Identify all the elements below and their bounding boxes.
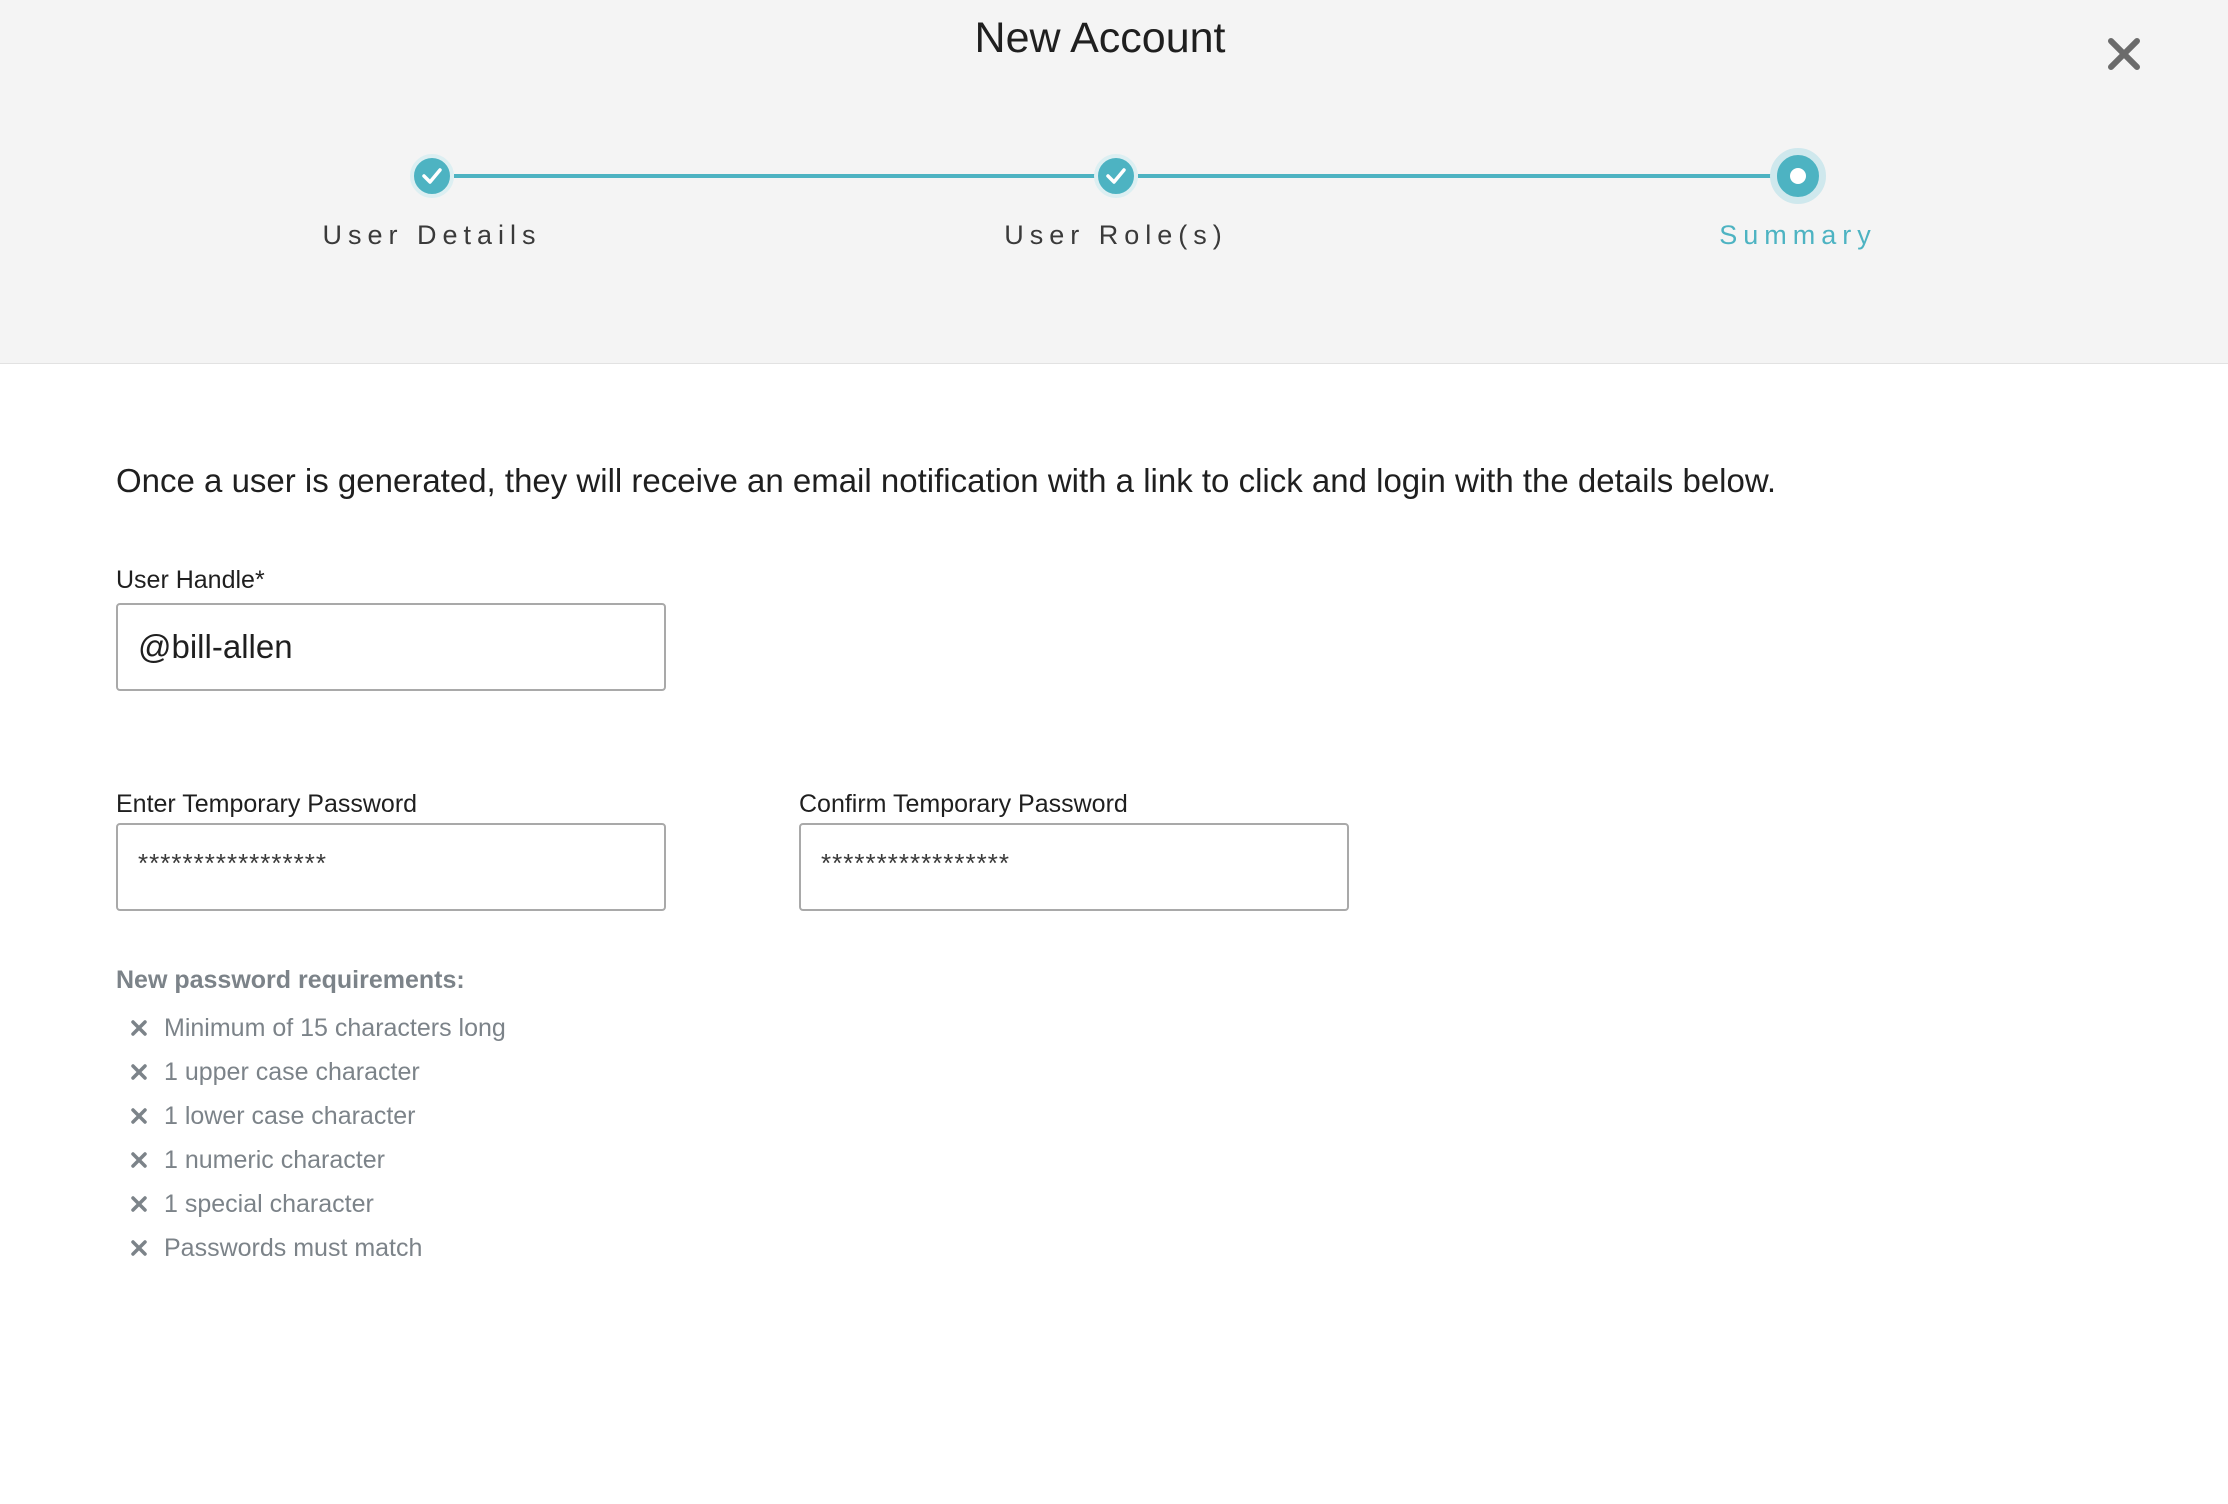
- x-icon: [128, 1017, 150, 1039]
- requirement-item: [128, 1094, 506, 1138]
- requirement-item: [128, 1006, 506, 1050]
- check-icon: [1103, 163, 1129, 189]
- requirement-text: 1 special character: [164, 1189, 374, 1218]
- requirement-text: 1 numeric character: [164, 1145, 385, 1174]
- requirement-text: Passwords must match: [164, 1233, 423, 1262]
- x-icon: [128, 1105, 150, 1127]
- requirement-text: 1 upper case character: [164, 1057, 420, 1086]
- dialog-header: [0, 0, 2228, 364]
- dialog-title: New Account: [974, 14, 1226, 62]
- confirm-password-label: Confirm Temporary Password: [799, 790, 1128, 818]
- x-icon: [128, 1237, 150, 1259]
- requirement-text: Minimum of 15 characters long: [164, 1013, 506, 1042]
- requirement-text: 1 lower case character: [164, 1101, 416, 1130]
- close-button[interactable]: [2102, 32, 2146, 76]
- step-summary-indicator[interactable]: [1770, 148, 1826, 204]
- x-icon: [128, 1149, 150, 1171]
- step-user-details-label[interactable]: User Details: [322, 220, 542, 250]
- check-icon: [419, 163, 445, 189]
- user-handle-input[interactable]: @bill-allen: [116, 603, 666, 691]
- temp-password-label: Enter Temporary Password: [116, 790, 418, 818]
- requirements-title: New password requirements:: [116, 966, 465, 994]
- requirement-item: [128, 1050, 506, 1094]
- stepper-connector-2: [1138, 174, 1800, 178]
- requirement-item: [128, 1182, 506, 1226]
- step-user-roles-label[interactable]: User Role(s): [1004, 220, 1228, 250]
- requirement-item: [128, 1138, 506, 1182]
- dot-icon: [1790, 168, 1806, 184]
- temp-password-input[interactable]: *****************: [116, 823, 666, 911]
- x-icon: [128, 1193, 150, 1215]
- step-summary-label[interactable]: Summary: [1719, 220, 1877, 250]
- intro-text: Once a user is generated, they will receive an email notification with a link to click and login with the details below.: [116, 462, 1777, 499]
- step-user-roles-indicator[interactable]: [1094, 154, 1138, 198]
- requirement-item: [128, 1226, 506, 1270]
- close-icon: [2102, 32, 2146, 76]
- user-handle-label: User Handle*: [116, 566, 265, 594]
- x-icon: [128, 1061, 150, 1083]
- stepper-connector-1: [454, 174, 1118, 178]
- confirm-password-input[interactable]: *****************: [799, 823, 1349, 911]
- requirements-list: [128, 1006, 506, 1270]
- step-user-details-indicator[interactable]: [410, 154, 454, 198]
